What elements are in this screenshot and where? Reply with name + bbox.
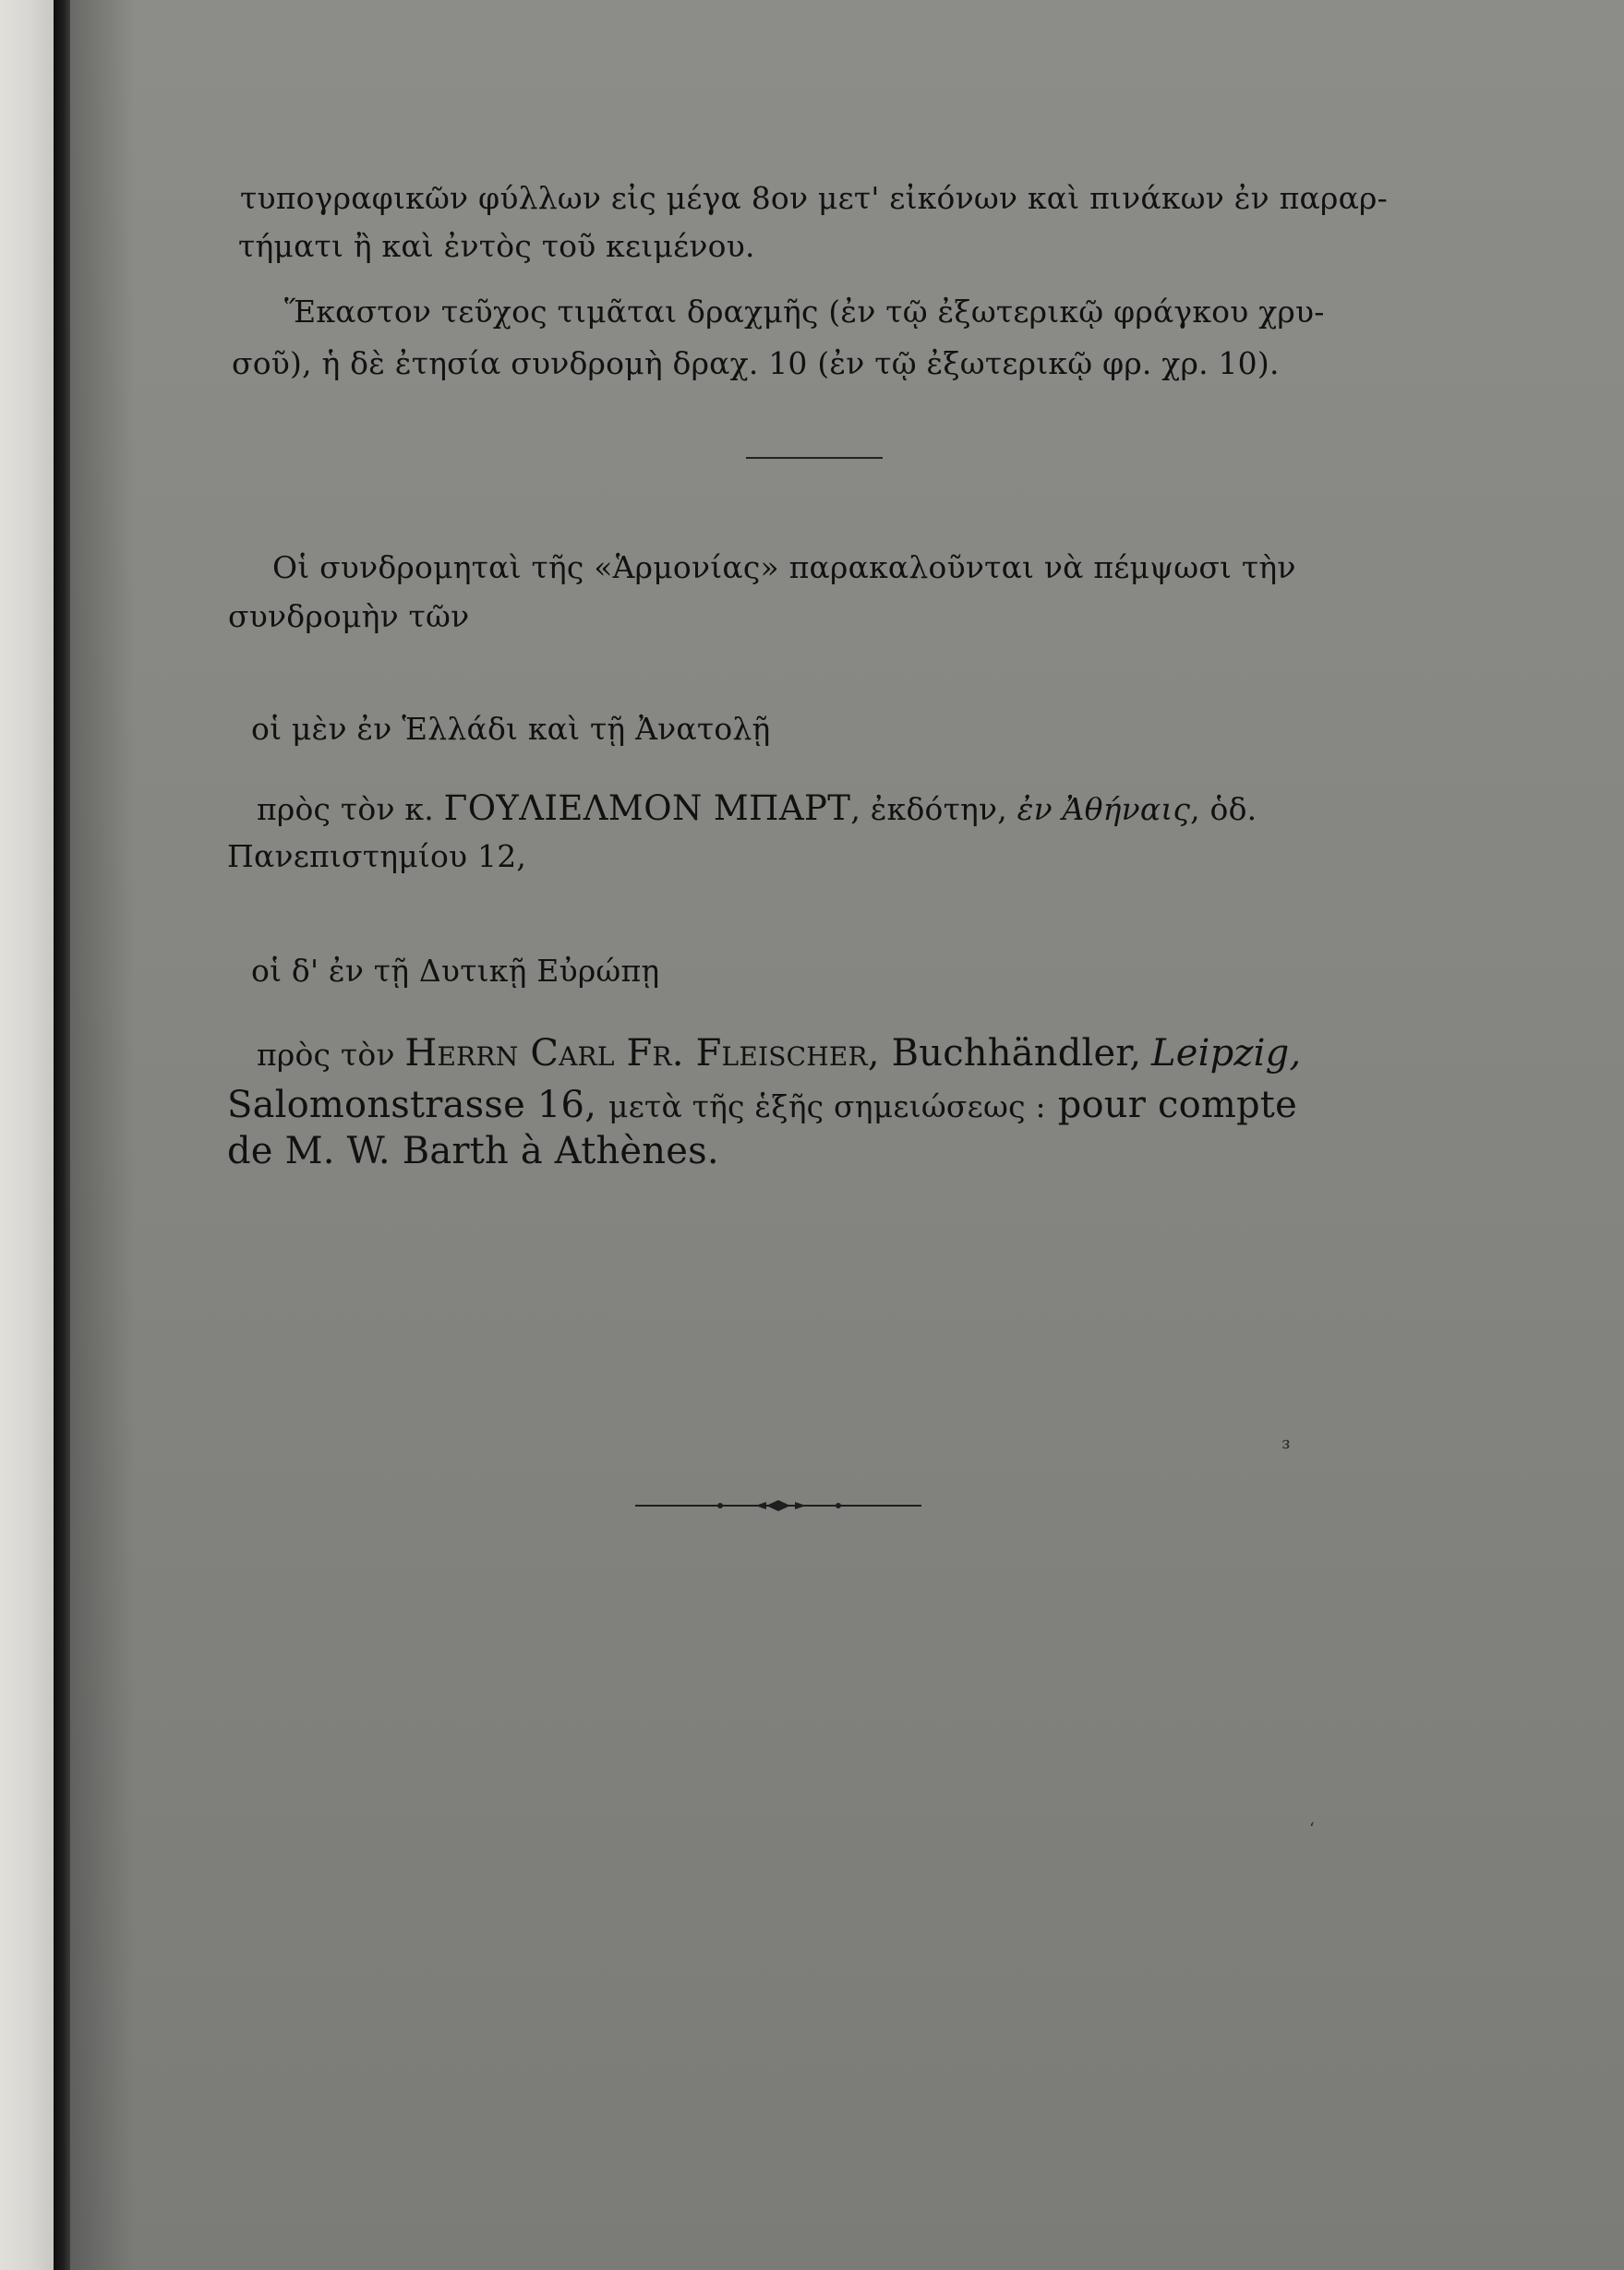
west-mid: , Buchhändler, bbox=[867, 1032, 1142, 1075]
intro-line-4: σοῦ), ἡ δὲ ἐτησία συνδρομὴ δραχ. 10 (ἐν τῷ ἐξωτερικῷ φρ. χρ. 10). bbox=[232, 345, 1280, 381]
west-name: Herrn Carl Fr. Fleischer bbox=[404, 1032, 868, 1075]
scan-speck-1: ᴈ bbox=[1281, 1434, 1291, 1453]
west-note: μετὰ τῆς ἑξῆς σημειώσεως : bbox=[608, 1088, 1046, 1124]
west-street: Salomonstrasse 16, bbox=[227, 1084, 597, 1126]
greece-heading: οἱ μὲν ἐν Ἑλλάδι καὶ τῇ Ἀνατολῇ bbox=[251, 711, 771, 747]
intro-line-2: τήματι ἢ καὶ ἐντὸς τοῦ κειμένου. bbox=[238, 228, 755, 264]
intro-line-1: τυπογραφικῶν φύλλων εἰς μέγα 8ον μετ' εἰκόνων καὶ πινάκων ἐν παραρ- bbox=[240, 180, 1389, 216]
west-address-line-1 bbox=[257, 1031, 1301, 1075]
scan-speck-2: ʻ bbox=[1309, 1820, 1315, 1839]
greece-name: ΓΟΥΛΙΕΛΜΟΝ ΜΠΑΡΤ bbox=[443, 788, 851, 828]
greece-mid: , ἐκδότην, bbox=[850, 791, 1007, 827]
west-address-line-3: de M. W. Barth à Athènes. bbox=[227, 1130, 719, 1172]
west-note-suffix: pour compte bbox=[1057, 1084, 1297, 1126]
subscribers-line-2: συνδρομὴν τῶν bbox=[228, 598, 470, 634]
separator-rule bbox=[746, 457, 883, 459]
greece-prefix: πρὸς τὸν κ. bbox=[257, 791, 434, 827]
subscribers-line-1: Οἱ συνδρομηταὶ τῆς «Ἁρμονίας» παρακαλοῦνται νὰ πέμψωσι τὴν bbox=[272, 549, 1296, 585]
west-prefix: πρὸς τὸν bbox=[257, 1037, 395, 1073]
greece-address-line-2: Πανεπιστημίου 12, bbox=[227, 838, 527, 874]
greece-city: ἐν Ἀθήναις bbox=[1017, 791, 1191, 827]
ornament-icon bbox=[635, 1498, 921, 1513]
ornamental-divider bbox=[635, 1498, 921, 1513]
greece-address-line-1 bbox=[257, 790, 1257, 828]
west-address-line-2 bbox=[227, 1083, 1297, 1127]
west-heading: οἱ δ' ἐν τῇ Δυτικῇ Εὐρώπῃ bbox=[251, 953, 660, 989]
intro-line-3: Ἕκαστον τεῦχος τιμᾶται δραχμῆς (ἐν τῷ ἐξωτερικῷ φράγκου χρυ- bbox=[284, 294, 1325, 330]
west-city: Leipzig, bbox=[1150, 1032, 1302, 1075]
greece-suffix: , ὁδ. bbox=[1190, 791, 1257, 827]
